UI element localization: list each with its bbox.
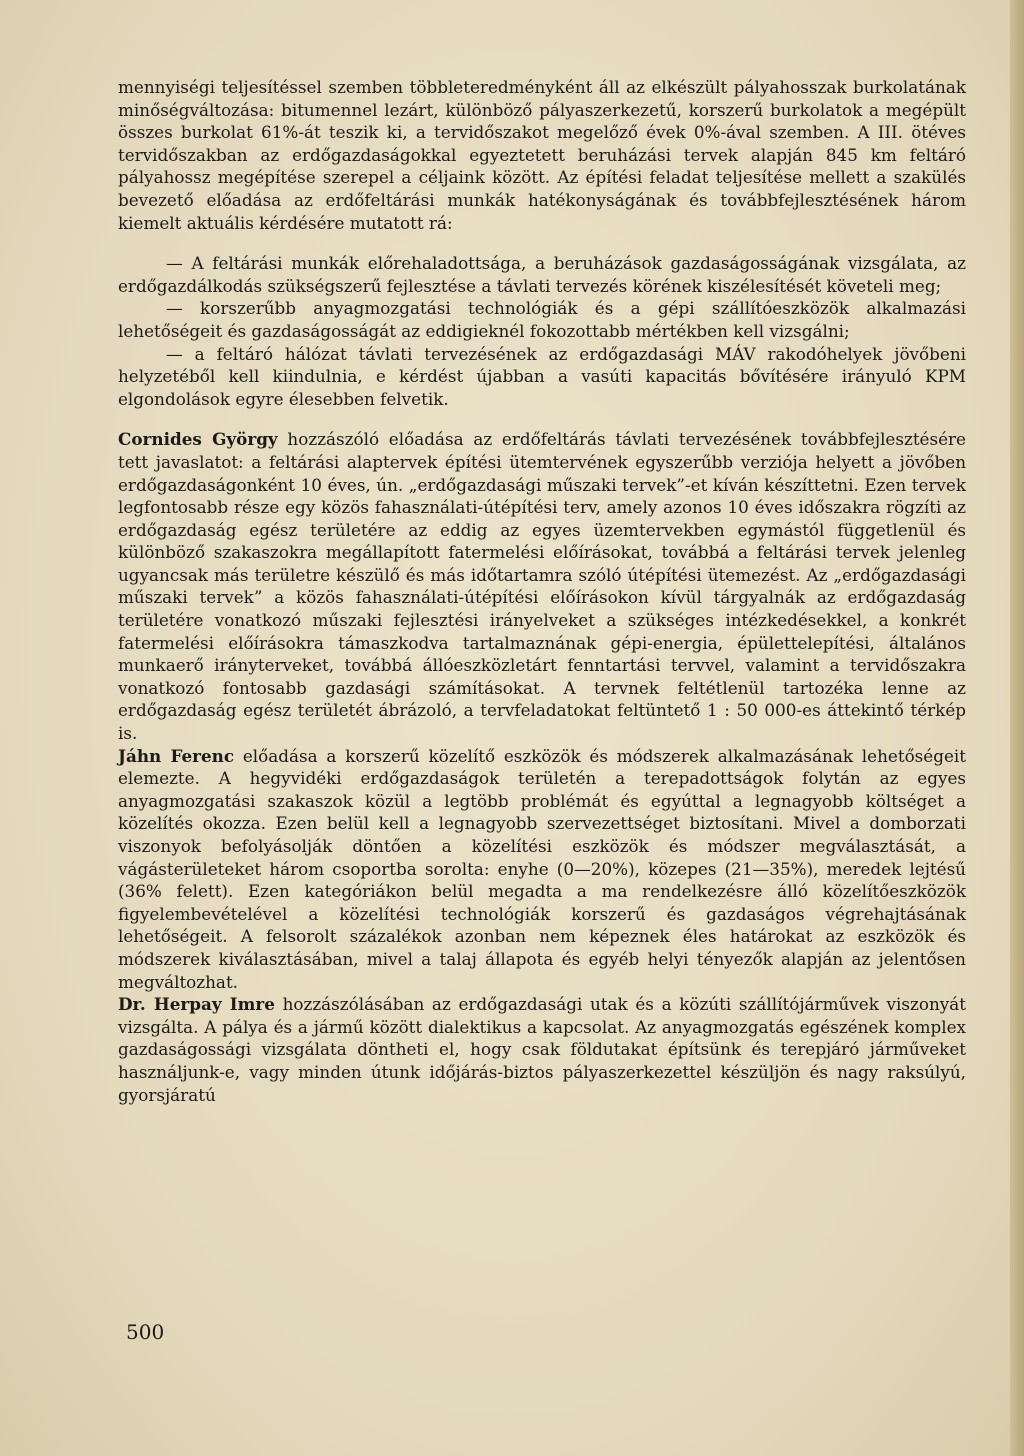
page-number: 500 <box>126 1320 165 1344</box>
intro-paragraph: mennyiségi teljesítéssel szemben többleteredményként áll az elkészült pályahosszak burkolatának minőségváltozása: bitumennel lezárt, különböző pályaszerkezetű, korszerű burkolatok a megépült összes burkolat 61%-át teszik ki, a tervidőszakot megelőző évek 0%-ával szemben. A III. ötéves tervidőszakban az erdőgazdaságokkal egyeztetett beruházási tervek alapján 845 km feltáró pályahossz megépítése szerepel a céljaink között. Az építési feladat teljesítése mellett a szakülés bevezető előadása az erdőfeltárási munkák hatékonyságának és továbbfejlesztésének három kiemelt aktuális kérdésére mutatott rá: <box>118 77 966 233</box>
bullet-list <box>118 252 966 410</box>
paragraph-jahn <box>118 745 966 994</box>
paragraph-text: előadása a korszerű közelítő eszközök és módszerek alkalmazásának lehetőségeit elemezte. A hegyvidéki erdőgazdaságok területén a terepadottságok folytán az egyes anyagmozgatási szakaszok közül a legtöbb problémát és egyúttal a legnagyobb költséget a közelítés okozza. Ezen belül kell a legnagyobb szervezettséget biztosítani. Mivel a domborzati viszonyok befolyásolják döntően a közelítési eszközök és módszer megválasztását, a vágásterületeket három csoportba sorolta: enyhe (0—20%), közepes (21—35%), meredek lejtésű (36% felett). Ezen kategóriákon belül megadta a ma rendelkezésre álló közelítőeszközök figyelembevételével a közelítési technológiák korszerű és gazdaságos végrehajtásának lehetőségeit. A felsorolt százalékok azonban nem képeznek éles határokat az eszközök és módszerek kiválasztásában, mivel a talaj állapota és egyéb helyi tényezők alapján az jelentősen megváltozhat. <box>118 745 966 992</box>
paragraph-cornides <box>118 428 966 744</box>
paragraph-text: hozzászólásában az erdőgazdasági utak és a közúti szállítójárművek viszonyát vizsgálta. A pálya és a jármű között dialektikus a kapcsolat. Az anyagmozgatás egészének komplex gazdaságossági vizsgálata döntheti el, hogy csak földutakat építsünk és terepjáró járműveket használjunk-e, vagy minden útunk időjárás-biztos pályaszerkezettel készüljön és nagy raksúlyú, gyorsjáratú <box>118 994 966 1105</box>
page-edge-shadow <box>1010 0 1024 1456</box>
list-item: — korszerűbb anyagmozgatási technológiák és a gépi szállítóeszközök alkalmazási lehetőségeit és gazdaságosságát az eddigieknél fokozottabb mértékben kell vizsgálni; <box>118 298 966 341</box>
author-name: Dr. Herpay Imre <box>118 994 275 1015</box>
author-name: Jáhn Ferenc <box>118 745 235 766</box>
paragraph-herpay <box>118 993 966 1106</box>
list-item: — a feltáró hálózat távlati tervezésének az erdőgazdasági MÁV rakodóhelyek jövőbeni helyzetéből kell kiindulnia, e kérdést újabban a vasúti kapacitás bővítésére irányuló KPM elgondolások egyre élesebben felvetik. <box>118 343 966 409</box>
paragraph-text: hozzászóló előadása az erdőfeltárás távlati tervezésének továbbfejlesztésére tett javaslatot: a feltárási alaptervek építési ütemtervének egyszerűbb verziója helyett a jövőben erdőgazdaságonként 10 éves, ún. „erdőgazdasági műszaki tervek”-et kíván készíttetni. Ezen tervek legfontosabb része egy közös fahasználati-útépítési terv, amely azonos 10 éves időszakra rögzíti az erdőgazdaság egész területére az eddig az egyes üzemtervekben egymástól függetlenül és különböző szakaszokra megállapított fatermelési előírásokat, továbbá a feltárási tervek jelenleg ugyancsak más területre készülő és más időtartamra szóló útépítési ütemezést. Az „erdőgazdasági műszaki tervek” a közös fahasználati-útépítési előírásokon kívül tárgyalnák az erdőgazdaság területére vonatkozó műszaki fejlesztési irányelveket a szükséges intézkedésekkel, a konkrét fatermelési előírásokra támaszkodva tartalmaznának gépi-energia, épülettelepítési, általános munkaerő irányterveket, továbbá állóeszközletárt fenntartási tervvel, valamint a tervidőszakra vonatkozó fontosabb gazdasági számításokat. A tervnek feltétlenül tartozéka lenne az erdőgazdaság egész területét ábrázoló, a tervfeladatokat feltüntető 1 : 50 000-es áttekintő térkép is. <box>118 429 966 744</box>
list-item: — A feltárási munkák előrehaladottsága, a beruházások gazdaságosságának vizsgálata, az erdőgazdálkodás szükségszerű fejlesztése a távlati tervezés körének kiszélesítését követeli meg; <box>118 253 966 296</box>
author-name: Cornides György <box>118 429 278 450</box>
body-text <box>118 76 966 1106</box>
